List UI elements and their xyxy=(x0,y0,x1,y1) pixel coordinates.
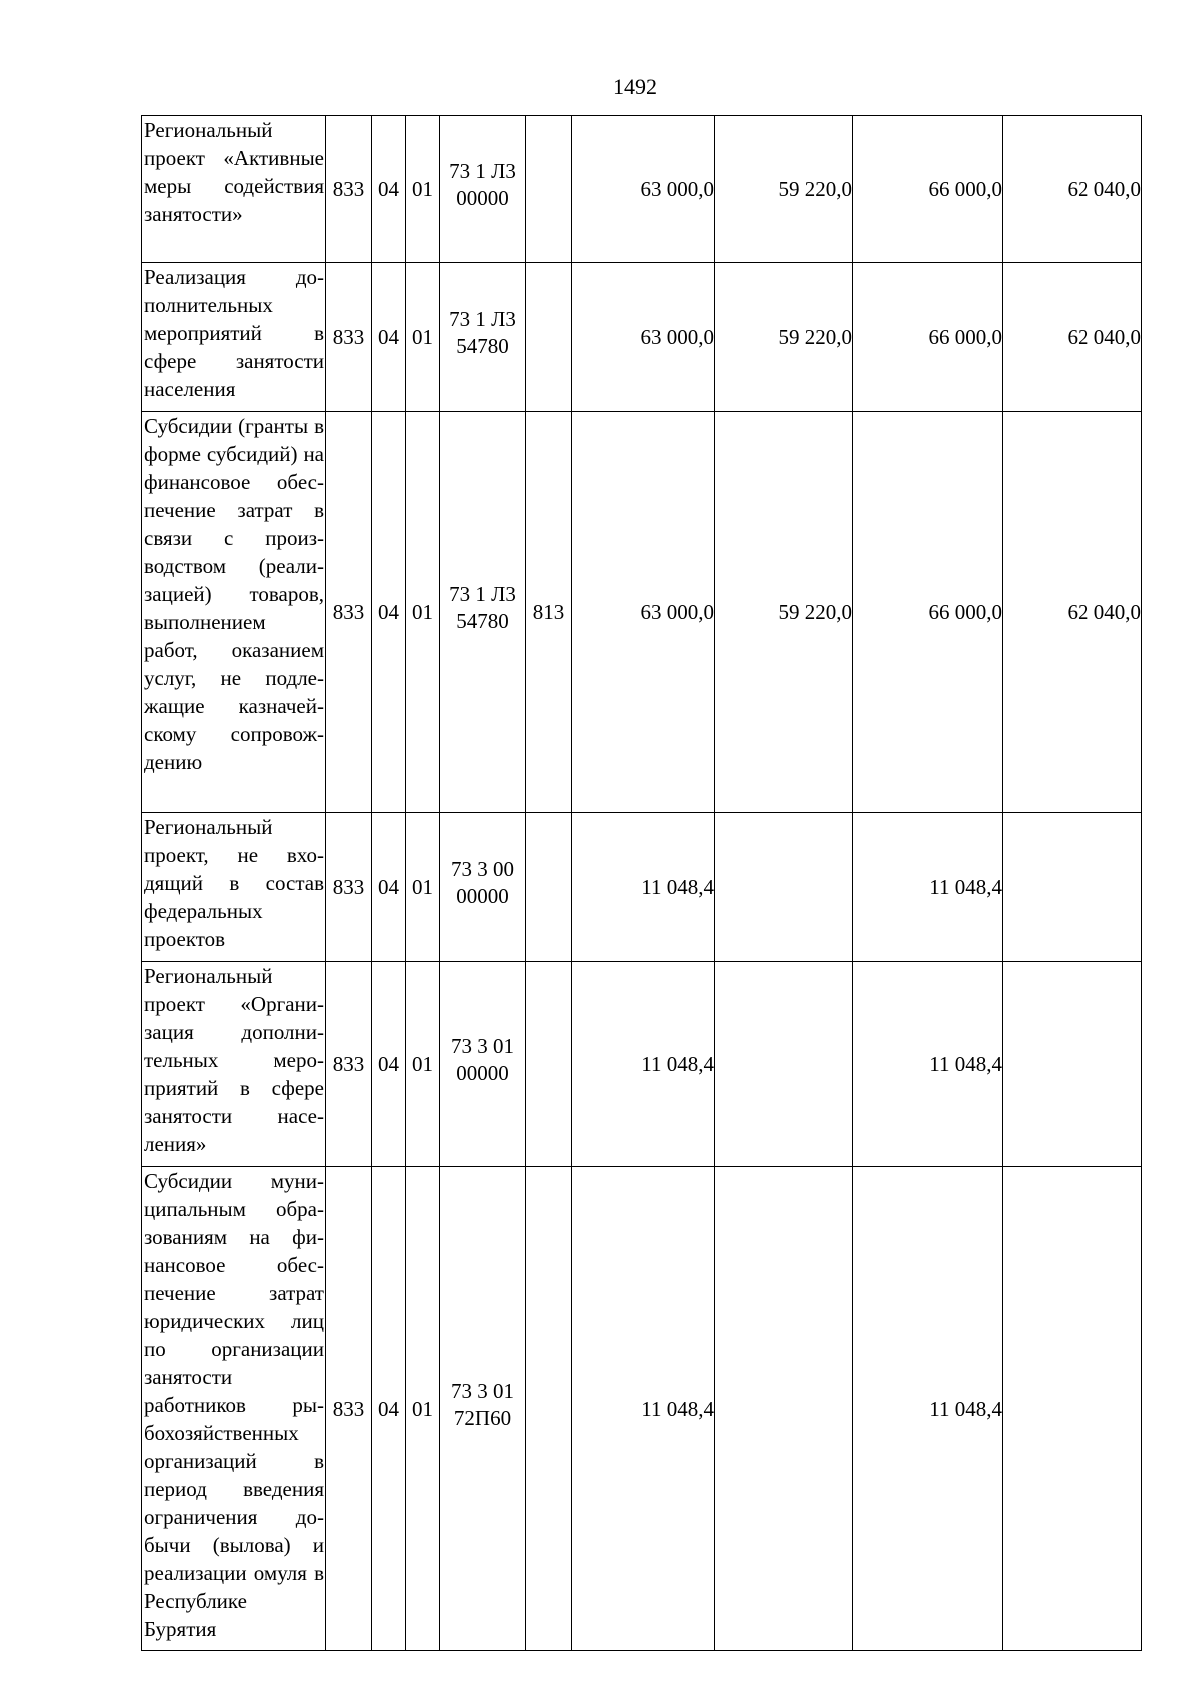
section-code-cell: 04 xyxy=(372,1167,406,1651)
amount-cell-4: 62 040,0 xyxy=(1003,263,1142,412)
amount-cell-3: 66 000,0 xyxy=(853,116,1003,263)
amount-cell-1: 11 048,4 xyxy=(572,962,715,1167)
table-row xyxy=(142,962,1142,1167)
amount-cell-3: 66 000,0 xyxy=(853,412,1003,813)
amount-cell-4 xyxy=(1003,962,1142,1167)
expense-type-cell xyxy=(526,813,572,962)
subsection-code-cell: 01 xyxy=(406,412,440,813)
amount-cell-1: 63 000,0 xyxy=(572,116,715,263)
table-row xyxy=(142,813,1142,962)
amount-cell-1: 63 000,0 xyxy=(572,412,715,813)
section-code-cell: 04 xyxy=(372,412,406,813)
subsection-code-cell: 01 xyxy=(406,962,440,1167)
target-article-cell: 73 1 Л3 00000 xyxy=(440,116,526,263)
target-article-cell: 73 3 01 00000 xyxy=(440,962,526,1167)
section-code-cell: 04 xyxy=(372,116,406,263)
table-row xyxy=(142,116,1142,263)
section-code-cell: 04 xyxy=(372,813,406,962)
amount-cell-3: 11 048,4 xyxy=(853,813,1003,962)
amount-cell-4 xyxy=(1003,1167,1142,1651)
section-code-cell: 04 xyxy=(372,263,406,412)
amount-cell-2: 59 220,0 xyxy=(715,263,853,412)
ministry-code-cell: 833 xyxy=(326,813,372,962)
ministry-code-cell: 833 xyxy=(326,1167,372,1651)
subsection-code-cell: 01 xyxy=(406,813,440,962)
table-row xyxy=(142,263,1142,412)
amount-cell-3: 11 048,4 xyxy=(853,962,1003,1167)
subsection-code-cell: 01 xyxy=(406,1167,440,1651)
row-name-cell: Субсидии (гранты в форме субсидий) на финансовое обеспечение затрат в связи с производством (реализацией) товаров, выполнением работ, оказанием услуг, не подлежащие казначейскому сопровождению xyxy=(142,412,326,813)
amount-cell-4 xyxy=(1003,813,1142,962)
ministry-code-cell: 833 xyxy=(326,962,372,1167)
amount-cell-2 xyxy=(715,962,853,1167)
expense-type-cell xyxy=(526,116,572,263)
ministry-code-cell: 833 xyxy=(326,412,372,813)
amount-cell-4: 62 040,0 xyxy=(1003,116,1142,263)
ministry-code-cell: 833 xyxy=(326,263,372,412)
amount-cell-2: 59 220,0 xyxy=(715,116,853,263)
page-number: 1492 xyxy=(613,74,657,99)
subsection-code-cell: 01 xyxy=(406,263,440,412)
amount-cell-4: 62 040,0 xyxy=(1003,412,1142,813)
row-name-cell: Реализация дополнительных мероприятий в сфере занятости населения xyxy=(142,263,326,412)
subsection-code-cell: 01 xyxy=(406,116,440,263)
target-article-cell: 73 1 Л3 54780 xyxy=(440,263,526,412)
table-row xyxy=(142,412,1142,813)
section-code-cell: 04 xyxy=(372,962,406,1167)
amount-cell-3: 66 000,0 xyxy=(853,263,1003,412)
row-name-cell: Региональный проект «Организация дополнительных мероприятий в сфере занятости населения» xyxy=(142,962,326,1167)
amount-cell-2 xyxy=(715,1167,853,1651)
target-article-cell: 73 3 01 72П60 xyxy=(440,1167,526,1651)
amount-cell-1: 63 000,0 xyxy=(572,263,715,412)
ministry-code-cell: 833 xyxy=(326,116,372,263)
expense-type-cell xyxy=(526,263,572,412)
amount-cell-1: 11 048,4 xyxy=(572,1167,715,1651)
budget-table xyxy=(141,115,1142,1651)
target-article-cell: 73 3 00 00000 xyxy=(440,813,526,962)
expense-type-cell xyxy=(526,1167,572,1651)
row-name-cell: Региональный проект «Активные меры содействия занятости» xyxy=(142,116,326,263)
row-name-cell: Региональный проект, не входящий в состав федеральных проектов xyxy=(142,813,326,962)
amount-cell-1: 11 048,4 xyxy=(572,813,715,962)
amount-cell-2 xyxy=(715,813,853,962)
amount-cell-2: 59 220,0 xyxy=(715,412,853,813)
amount-cell-3: 11 048,4 xyxy=(853,1167,1003,1651)
expense-type-cell xyxy=(526,962,572,1167)
expense-type-cell: 813 xyxy=(526,412,572,813)
row-name-cell: Субсидии муниципальным образованиям на финансовое обеспечение затрат юридических лиц по организации занятости работников рыбохозяйственных организаций в период введения ограничения добычи (вылова) и реализации омуля в Республике Бурятия xyxy=(142,1167,326,1651)
target-article-cell: 73 1 Л3 54780 xyxy=(440,412,526,813)
table-row xyxy=(142,1167,1142,1651)
